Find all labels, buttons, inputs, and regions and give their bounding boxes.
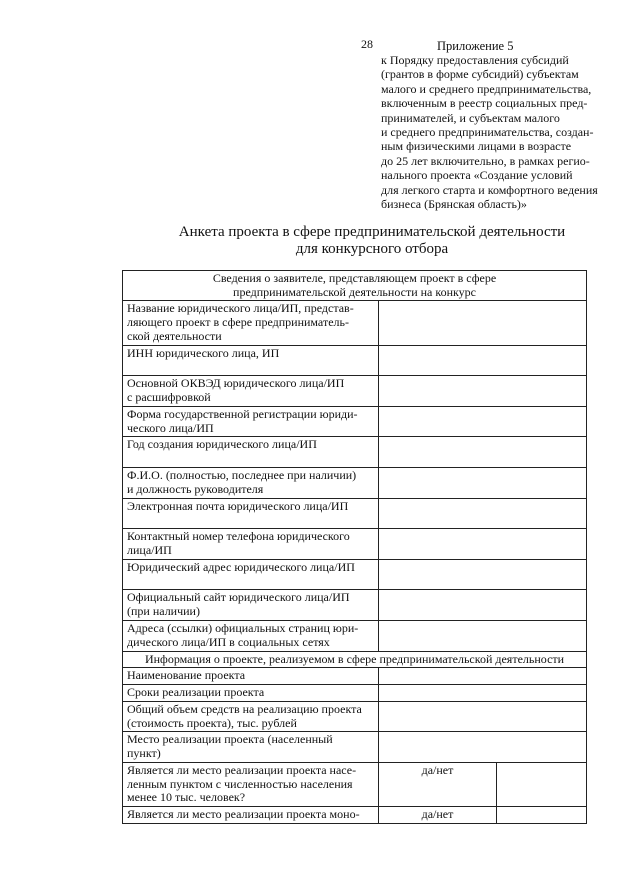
page-number: 28 (361, 37, 373, 51)
field-label-line: Название юридического лица/ИП, представ- (127, 301, 354, 316)
yes-no-answer[interactable]: да/нет (379, 762, 497, 806)
document-title (0, 224, 640, 258)
field-label-line: Официальный сайт юридического лица/ИП (127, 590, 350, 605)
table-row (123, 807, 587, 824)
field-label-line: Адреса (ссылки) официальных страниц юри- (127, 620, 359, 635)
field-label (123, 345, 379, 376)
field-label-line: Контактный номер телефона юридического (127, 529, 350, 544)
field-label-line: менее 10 тыс. человек? (127, 790, 246, 805)
field-label (123, 498, 379, 529)
field-label (123, 732, 379, 763)
field-label (123, 762, 379, 806)
field-value-cell[interactable] (379, 684, 587, 701)
field-value-cell[interactable] (379, 376, 587, 407)
field-value-cell[interactable] (379, 559, 587, 590)
field-label-line: лица/ИП (127, 542, 172, 557)
field-label (123, 376, 379, 407)
field-value-cell[interactable] (497, 762, 587, 806)
field-label-line: Является ли место реализации проекта моно- (127, 807, 360, 822)
field-label-line: ческого лица/ИП (127, 420, 214, 435)
field-value-cell[interactable] (379, 668, 587, 685)
field-label-line: ляющего проект в сфере предприниматель- (127, 314, 349, 329)
field-label-line (127, 452, 374, 466)
section-heading (123, 651, 587, 668)
document-title-line: Анкета проекта в сфере предпринимательской деятельности (178, 224, 566, 240)
table-row (123, 668, 587, 685)
field-label-line: ской деятельности (127, 328, 222, 343)
appendix-line: принимателей, и субъектам малого (381, 110, 560, 125)
field-label (123, 701, 379, 732)
table-row (123, 376, 587, 407)
appendix-line: включенным в реестр социальных пред- (381, 96, 588, 111)
appendix-line: и среднего предпринимательства, создан- (381, 125, 594, 140)
document-title-line: для конкурсного отбора (295, 241, 449, 257)
field-label-line (127, 575, 374, 589)
field-label-line: Место реализации проекта (населенный (127, 732, 333, 747)
field-label-line: Юридический адрес юридического лица/ИП (127, 559, 355, 574)
table-row (123, 732, 587, 763)
field-label (123, 620, 379, 651)
table-row (123, 498, 587, 529)
appendix-line: (грантов в форме субсидий) субъектам (381, 67, 579, 82)
field-value-cell[interactable] (379, 345, 587, 376)
field-label-line (127, 360, 374, 374)
section-heading (123, 271, 587, 301)
section-heading-text: Информация о проекте, реализуемом в сфере предпринимательской деятельности (144, 651, 565, 666)
project-questionnaire-table (122, 270, 587, 824)
field-label-line (127, 513, 374, 527)
field-label-line: с расшифровкой (127, 389, 211, 404)
table-row (123, 620, 587, 651)
field-label-line: и должность руководителя (127, 481, 264, 496)
field-label-line: Общий объем средств на реализацию проекта (127, 701, 362, 716)
field-value-cell[interactable] (379, 620, 587, 651)
appendix-title: Приложение 5 (437, 39, 514, 53)
appendix-line: бизнеса (Брянская область)» (381, 197, 527, 212)
table-row (123, 590, 587, 621)
table-row (123, 467, 587, 498)
field-label-line: Год создания юридического лица/ИП (127, 437, 317, 452)
field-label (123, 807, 379, 824)
table-row (123, 345, 587, 376)
appendix-line: для легкого старта и комфортного ведения (381, 182, 598, 197)
field-label-line: Наименование проекта (127, 668, 246, 683)
field-label-line: Сроки реализации проекта (127, 684, 265, 699)
appendix-reference (381, 53, 631, 211)
field-label-line: дического лица/ИП в социальных сетях (127, 634, 330, 649)
appendix-line: нального проекта «Создание условий (381, 168, 573, 183)
field-label (123, 590, 379, 621)
field-label (123, 559, 379, 590)
project-info-heading-row (123, 651, 587, 668)
field-label (123, 529, 379, 560)
appendix-line: малого и среднего предпринимательства, (381, 81, 592, 96)
table-row (123, 684, 587, 701)
field-label (123, 406, 379, 437)
field-label-line: пункт) (127, 746, 161, 761)
appendix-line: ным физическими лицами в возрасте (381, 139, 572, 154)
field-value-cell[interactable] (379, 701, 587, 732)
section-heading-text: предпринимательской деятельности на конкурс (233, 284, 476, 299)
field-label (123, 437, 379, 468)
field-value-cell[interactable] (379, 467, 587, 498)
field-value-cell[interactable] (379, 437, 587, 468)
field-label-line: (при наличии) (127, 604, 200, 619)
table-row (123, 301, 587, 345)
field-label (123, 684, 379, 701)
table-row (123, 762, 587, 806)
field-value-cell[interactable] (497, 807, 587, 824)
field-label-line: Является ли место реализации проекта насе- (127, 762, 357, 777)
field-value-cell[interactable] (379, 529, 587, 560)
table-row (123, 559, 587, 590)
table-row (123, 406, 587, 437)
field-value-cell[interactable] (379, 406, 587, 437)
appendix-line: к Порядку предоставления субсидий (381, 53, 569, 67)
section-heading-text: Сведения о заявителе, представляющем проект в сфере (212, 271, 497, 285)
field-label (123, 467, 379, 498)
field-label-line: Электронная почта юридического лица/ИП (127, 498, 349, 513)
field-label-line: Ф.И.О. (полностью, последнее при наличии) (127, 467, 357, 482)
appendix-line: до 25 лет включительно, в рамках регио- (381, 153, 590, 168)
table-row (123, 437, 587, 468)
field-label-line: (стоимость проекта), тыс. рублей (127, 715, 297, 730)
field-label (123, 668, 379, 685)
table-row (123, 529, 587, 560)
field-value-cell[interactable] (379, 732, 587, 763)
field-label-line: ленным пунктом с численностью населения (127, 776, 353, 791)
field-label-line: Основной ОКВЭД юридического лица/ИП (127, 376, 345, 391)
table-row (123, 701, 587, 732)
field-label-line: ИНН юридического лица, ИП (127, 345, 280, 360)
field-label-line: Форма государственной регистрации юриди- (127, 406, 358, 421)
field-value-cell[interactable] (379, 301, 587, 345)
field-label (123, 301, 379, 345)
field-value-cell[interactable] (379, 498, 587, 529)
applicant-info-heading-row (123, 271, 587, 301)
field-value-cell[interactable] (379, 590, 587, 621)
yes-no-answer[interactable]: да/нет (379, 807, 497, 824)
